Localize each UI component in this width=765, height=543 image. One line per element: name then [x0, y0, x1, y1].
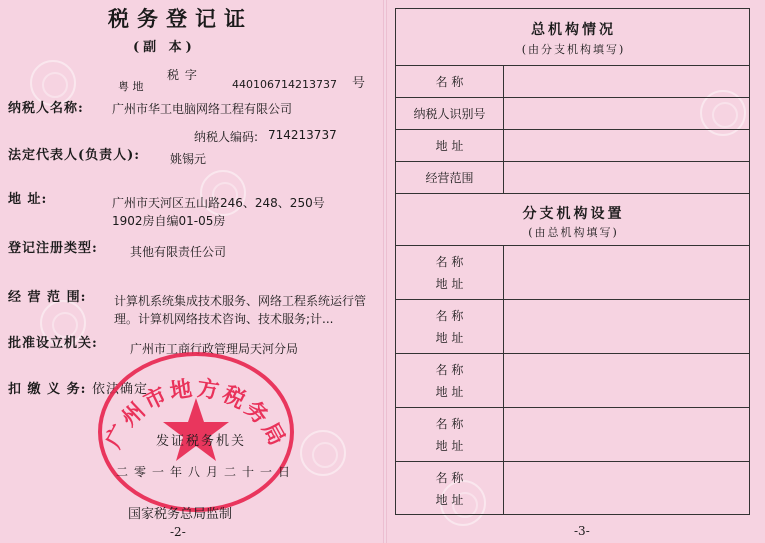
taxpayer-name-label: 纳税人名称: — [8, 101, 84, 116]
business-scope: 计算机系统集成技术服务、网络工程系统运行管理。计算机网络技术咨询、技术服务;计... — [114, 294, 367, 326]
issue-date: 二零一年八月二十一日 — [116, 465, 297, 479]
seal-text: 广州市地方税务局 — [100, 375, 292, 453]
page-number-left: -2- — [170, 525, 186, 539]
branch-1-name-label: 名 称 — [435, 255, 464, 269]
official-seal-icon — [88, 340, 304, 512]
head-office-scope-label: 经营范围 — [425, 171, 474, 185]
head-office-address-label: 地 址 — [435, 139, 464, 153]
branch-info-table — [395, 8, 750, 515]
branch-4-address-label: 地 址 — [435, 439, 464, 453]
tax-number: 440106714213737 — [232, 78, 337, 91]
head-office-title: 总机构情况 — [531, 22, 616, 38]
registration-type-label: 登记注册类型: — [8, 241, 98, 256]
branch-1-address-label: 地 址 — [435, 277, 464, 291]
branch-section-title: 分支机构设置 — [522, 206, 625, 222]
branch-2-address-label: 地 址 — [435, 331, 464, 345]
branch-3-name-label: 名 称 — [435, 363, 464, 377]
approval-authority: 广州市工商行政管理局天河分局 — [130, 342, 299, 356]
withholding-value: 依法确定 — [92, 382, 149, 397]
branch-2-name-label: 名 称 — [435, 309, 464, 323]
legal-rep-name: 姚锡元 — [170, 152, 207, 166]
legal-rep-label: 法定代表人(负责人): — [8, 148, 141, 163]
watermark-emblem-icon — [300, 430, 346, 476]
taxpayer-code: 714213737 — [268, 128, 337, 142]
tax-number-suffix: 号 — [352, 76, 367, 91]
approval-authority-label: 批准设立机关: — [8, 336, 98, 351]
branch-4-name-label: 名 称 — [435, 417, 464, 431]
business-scope-label: 经 营 范 围: — [8, 290, 87, 305]
head-office-name-label: 名 称 — [435, 75, 464, 89]
center-fold — [383, 0, 387, 543]
head-office-subtitle: (由分支机构填写) — [521, 43, 626, 56]
certificate-subtitle: (副 本) — [133, 40, 196, 55]
page-number-right: -3- — [574, 524, 590, 538]
branch-3-address-label: 地 址 — [435, 385, 464, 399]
address-label: 地 址: — [8, 192, 48, 207]
withholding-label: 扣 缴 义 务: — [8, 382, 87, 397]
address-value: 广州市天河区五山路246、248、250号1902房自编01-05房 — [112, 196, 325, 228]
taxpayer-code-label: 纳税人编码: — [194, 130, 259, 144]
branch-5-name-label: 名 称 — [435, 471, 464, 485]
branch-5-address-label: 地 址 — [435, 493, 464, 507]
registration-type: 其他有限责任公司 — [130, 245, 227, 259]
taxpayer-name: 广州市华工电脑网络工程有限公司 — [112, 102, 293, 116]
head-office-taxid-label: 纳税人识别号 — [413, 107, 486, 121]
supervision-text: 国家税务总局监制 — [128, 507, 233, 522]
issuing-authority: 发证税务机关 — [156, 434, 247, 449]
tax-word-label: 税 字 — [167, 68, 198, 82]
certificate-title: 税务登记证 — [108, 6, 253, 31]
tax-word-prefix: 粤 地 — [118, 80, 144, 93]
branch-section-subtitle: (由总机构填写) — [528, 226, 619, 239]
